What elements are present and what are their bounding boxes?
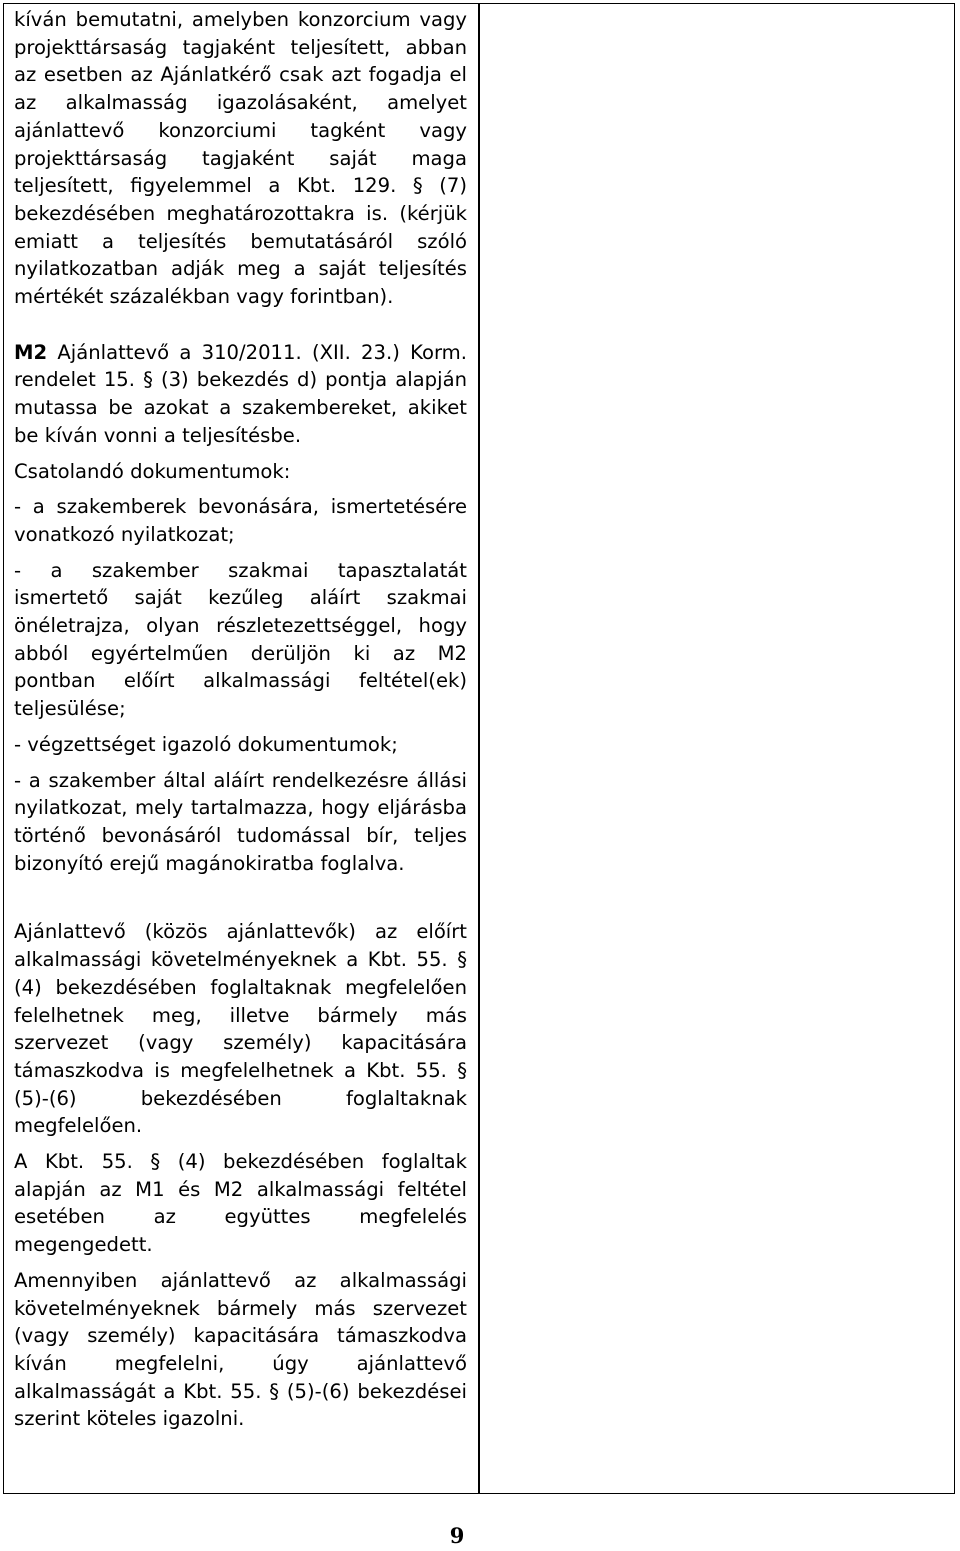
- attachment-item: - a szakemberek bevonására, ismertetésére vonatkozó nyilatkozat;: [14, 495, 467, 546]
- paragraph-capacity: Ajánlattevő (közös ajánlattevők) az előírt alkalmassági követelményeknek a Kbt. 55. § (4) bekezdésében foglaltaknak megfelelően felelhetnek meg, illetve bármely más szervezet (vagy személy) kapacitására támaszkodva is megfelelhetnek a Kbt. 55. § (5)-(6) bekezdésében foglaltaknak megfelelően.: [14, 920, 467, 1138]
- attachment-item: - a szakember szakmai tapasztalatát ismertető saját kezűleg aláírt szakmai önéletrajza, olyan részletezettséggel, hogy abból egyértelműen derüljön ki az M2 pontban előírt alkalmassági feltétel(ek) teljesülése;: [14, 558, 467, 721]
- paragraph-consortium: kíván bemutatni, amelyben konzorcium vagy projekttársaság tagjaként teljesített, abban az esetben az Ajánlatkérő csak azt fogadja el az alkalmasság igazolásaként, amelyet ajánlattevő konzorciumi tagként vagy projekttársaság tagjaként saját maga teljesített, figyelemmel a Kbt. 129. § (7) bekezdésében meghatározottakra is. (kérjük emiatt a teljesítés bemutatásáról szóló nyilatkozatban adják meg a saját teljesítés mértékét százalékban vagy forintban).: [14, 8, 467, 309]
- column-divider: [478, 4, 480, 1493]
- paragraph-external-capacity: Amennyiben ajánlattevő az alkalmassági követelményeknek bármely más szervezet (vagy személy) kapacitására támaszkodva kíván megfelelni, úgy ajánlattevő alkalmasságát a Kbt. 55. § (5)-(6) bekezdései szerint köteles igazolni.: [14, 1268, 467, 1431]
- attachment-item: - végzettséget igazoló dokumentumok;: [14, 732, 398, 756]
- m2-text: Ajánlattevő a 310/2011. (XII. 23.) Korm. rendelet 15. § (3) bekezdés d) pontja alapján mutassa be azokat a szakembereket, akiket be kíván vonni a teljesítésbe.: [14, 340, 467, 447]
- attachment-item: - a szakember által aláírt rendelkezésre állási nyilatkozat, mely tartalmazza, hogy eljárásba történő bevonásáról tudomással bír, teljes bizonyító erejű magánokiratba foglalva.: [14, 768, 467, 875]
- document-table: [3, 3, 955, 1494]
- page-number: 9: [449, 1523, 465, 1548]
- m2-label: M2: [14, 340, 48, 364]
- left-column: [14, 6, 467, 1433]
- paragraph-joint-compliance: A Kbt. 55. § (4) bekezdésében foglaltak alapján az M1 és M2 alkalmassági feltétel esetében az együttes megfelelés megengedett.: [14, 1150, 467, 1257]
- paragraph-m2-requirement: [14, 339, 467, 450]
- attachments-title: Csatolandó dokumentumok:: [14, 459, 291, 483]
